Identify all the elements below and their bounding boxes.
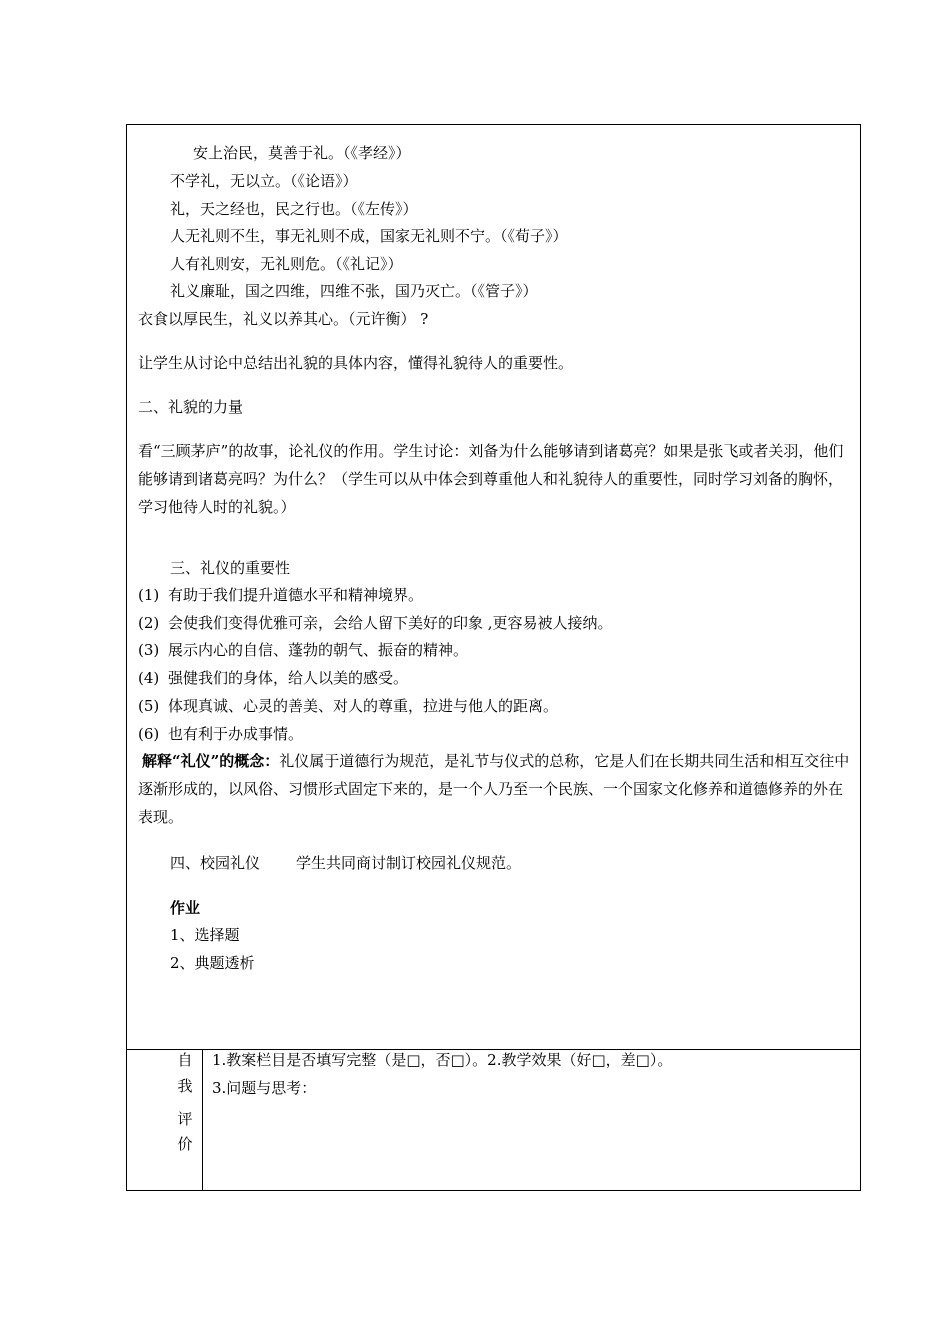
definition-body: 礼仪属于道德行为规范，是礼节与仪式的总称，它是人们在长期共同生活和相互交往中逐渐形成的，以风俗、习惯形式固定下来的，是一个人乃至一个民族、一个国家文化修养和道德修养的外在表现。 [138,752,850,826]
section4-heading: 四、校园礼仪 [170,854,261,872]
quote-line: 安上治民，莫善于礼。（《孝经》） [193,144,411,162]
quote-line: 礼，天之经也，民之行也。（《左传》） [170,200,418,218]
quote-line: 礼义廉耻，国之四维，四维不张，国乃灭亡。（《管子》） [170,282,538,300]
lesson-table [126,124,861,1191]
summary-text: 让学生从讨论中总结出礼貌的具体内容，懂得礼貌待人的重要性。 [138,354,574,372]
homework-item: 1、选择题 [170,926,240,944]
self-eval-label-char: 价 [177,1135,193,1153]
list-item: (1) 有助于我们提升道德水平和精神境界。 [138,586,424,604]
section3-heading: 三、礼仪的重要性 [170,559,291,577]
quote-line: 人有礼则安，无礼则危。（《礼记》） [170,255,403,273]
homework-title: 作业 [170,899,201,917]
definition-paragraph [138,747,854,831]
section4-body: 学生共同商讨制订校园礼仪规范。 [296,854,522,872]
section4-line [170,853,521,873]
self-eval-label-char: 评 [177,1110,193,1128]
section2-heading: 二、礼貌的力量 [138,398,244,416]
list-item: (5) 体现真诚、心灵的善美、对人的尊重，拉进与他人的距离。 [138,697,559,715]
self-eval-label-char: 我 [177,1077,193,1095]
list-item: (3) 展示内心的自信、蓬勃的朝气、振奋的精神。 [138,641,469,659]
definition-label: 解释“礼仪”的概念： [142,752,280,770]
self-eval-line2: 3.问题与思考： [212,1079,317,1097]
quote-line: 不学礼，无以立。（《论语》） [170,172,358,190]
homework-item: 2、典题透析 [170,954,255,972]
column-divider [202,1049,203,1191]
section2-body: 看“三顾茅庐”的故事，论礼仪的作用。学生讨论：刘备为什么能够请到诸葛亮？如果是张飞或者关羽，他们能够请到诸葛亮吗？为什么？（学生可以从中体会到尊重他人和礼貌待人的重要性，同时学习刘备的胸怀，学习他待人时的礼貌。） [138,442,844,516]
list-item: (6) 也有利于办成事情。 [138,725,304,743]
self-eval-line1: 1.教案栏目是否填写完整（是□，否□）。2.教学效果（好□，差□）。 [212,1051,673,1069]
quote-line: 衣食以厚民生，礼义以养其心。（元许衡） ? [138,310,429,328]
quote-line: 人无礼则不生，事无礼则不成，国家无礼则不宁。（《荀子》） [170,227,568,245]
self-eval-label-char: 自 [177,1051,193,1069]
list-item: (4) 强健我们的身体，给人以美的感受。 [138,669,409,687]
list-item: (2) 会使我们变得优雅可亲，会给人留下美好的印象 ,更容易被人接纳。 [138,614,613,632]
